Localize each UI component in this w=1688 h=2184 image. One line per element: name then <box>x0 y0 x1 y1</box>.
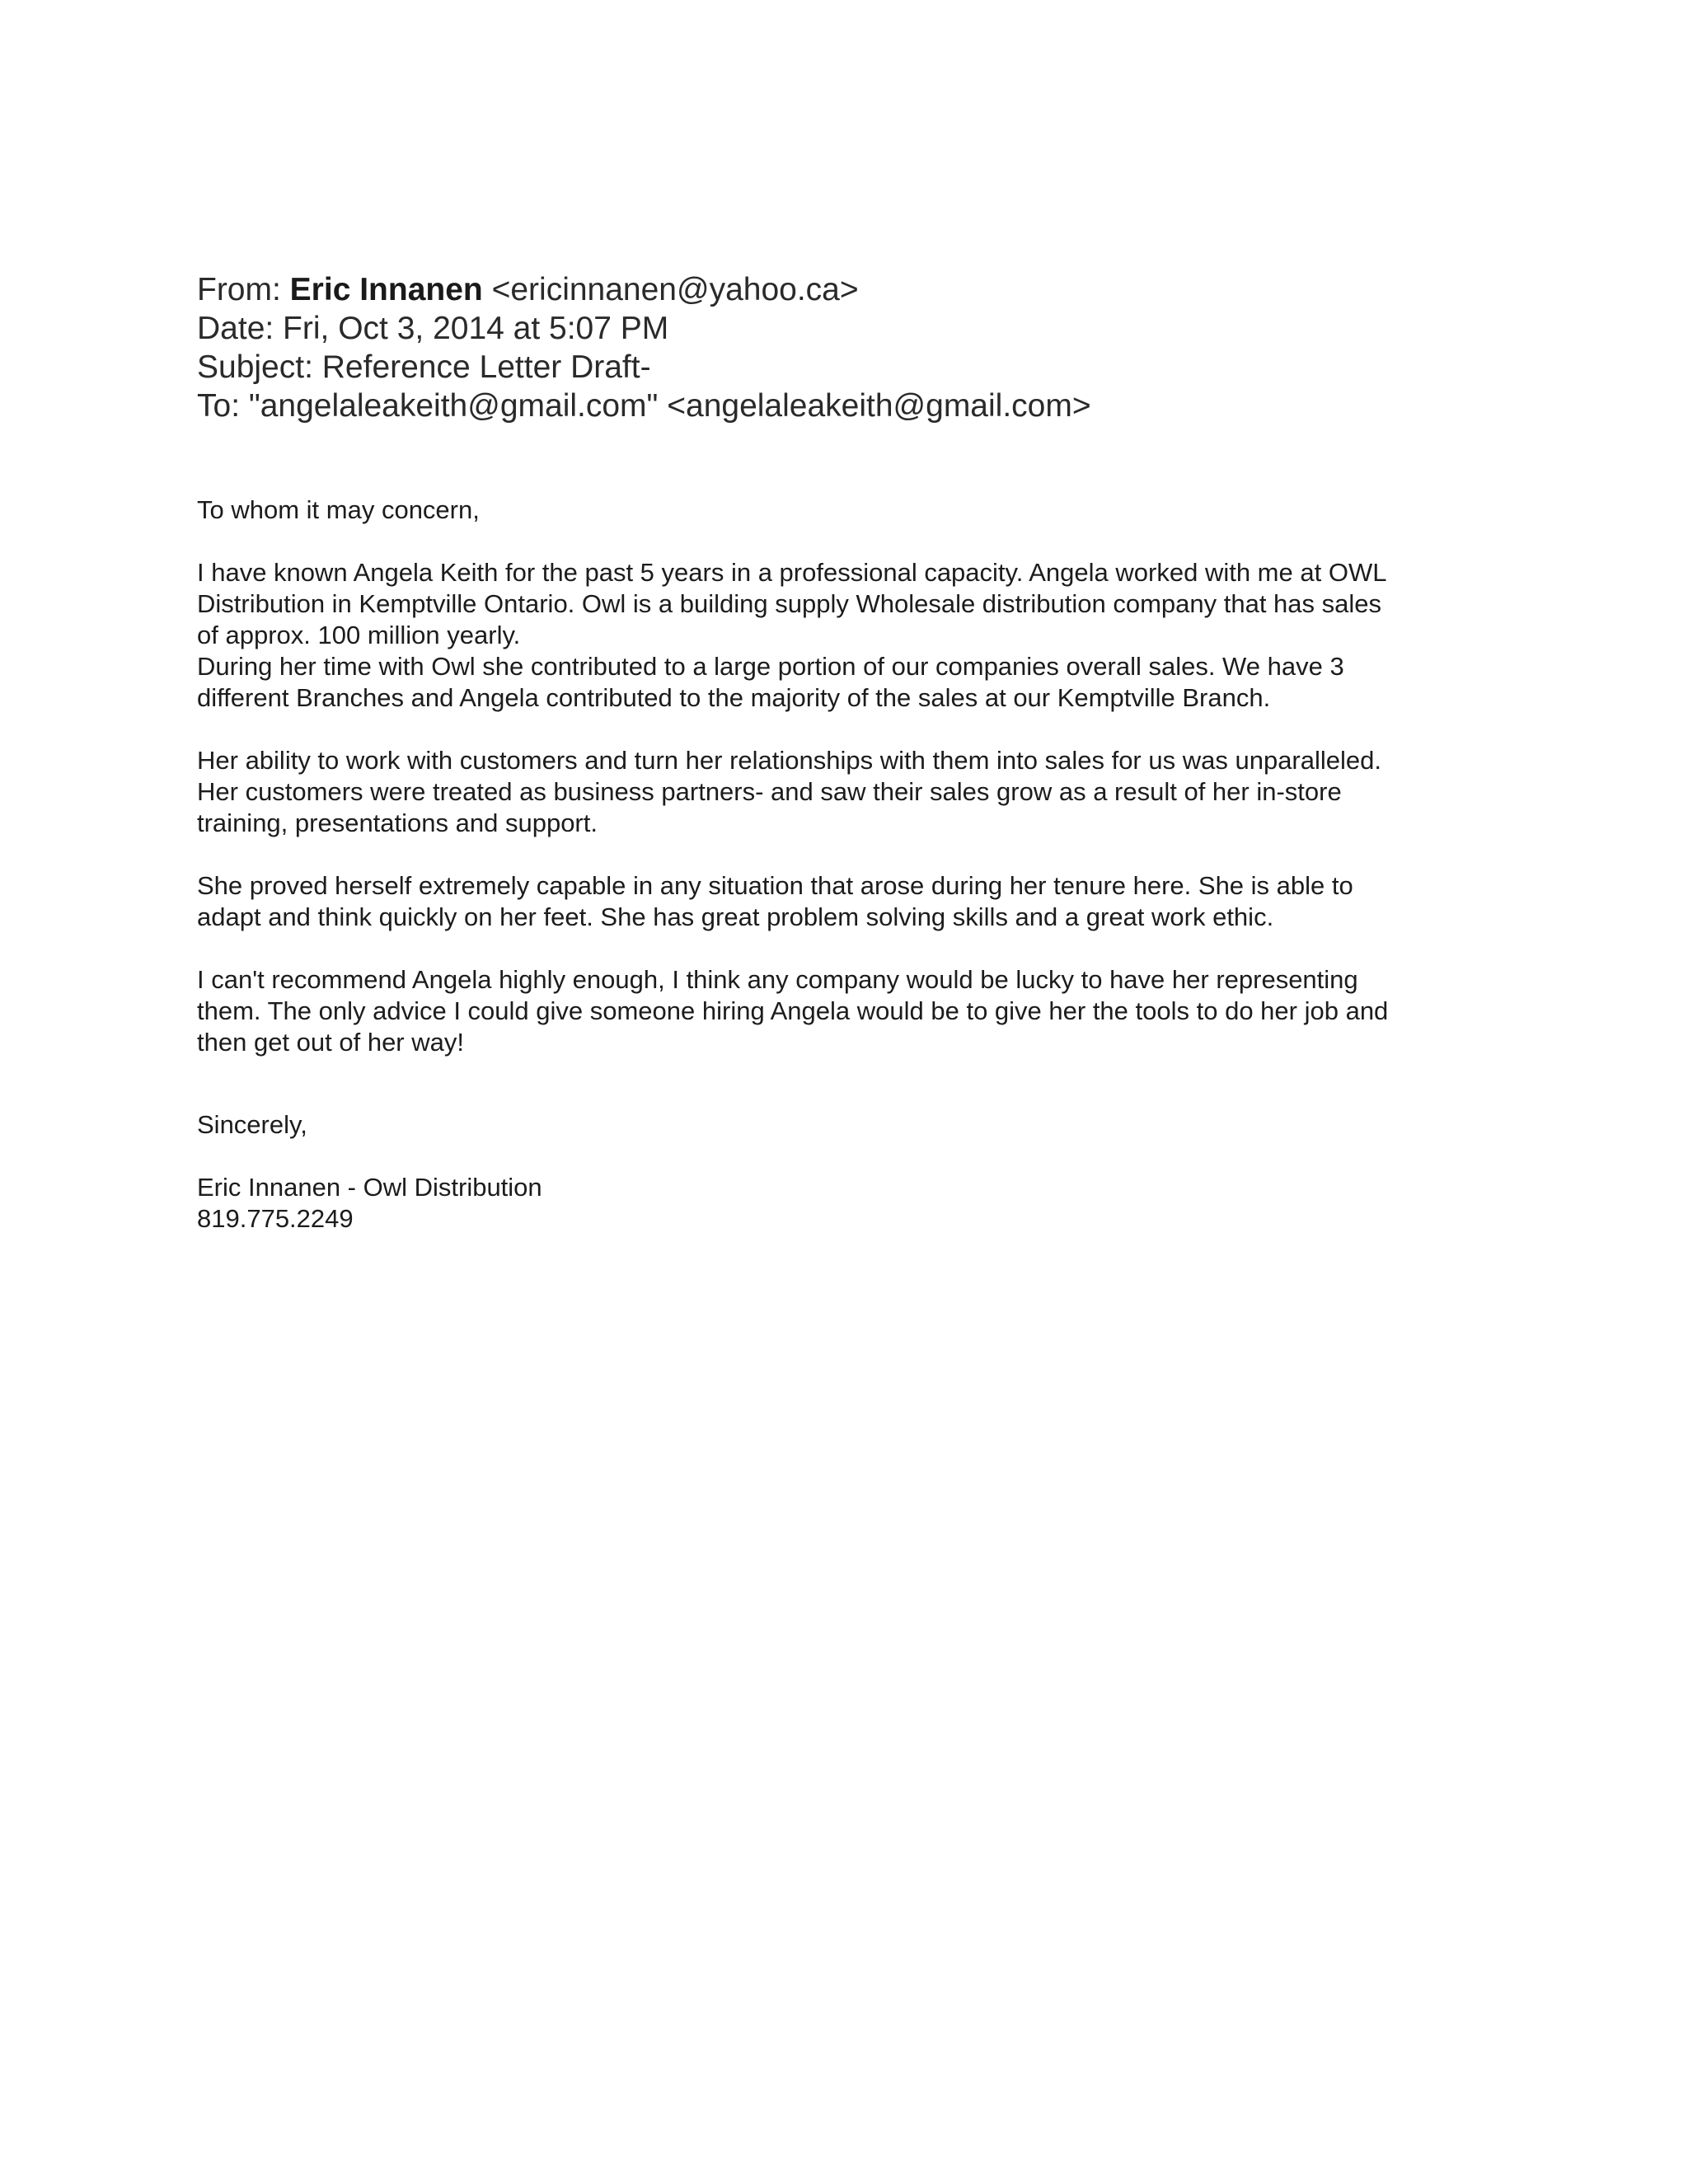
date-line: Date: Fri, Oct 3, 2014 at 5:07 PM <box>197 311 669 346</box>
paragraph-capability: She proved herself extremely capable in any situation that arose during her tenure here. She is able to adapt and think quickly on her feet. She has great problem solving skills and a great work ethic. <box>197 871 1353 931</box>
spacer <box>197 1141 1499 1172</box>
from-line <box>197 270 1598 309</box>
letter-body <box>197 494 1499 1235</box>
closing: Sincerely, <box>197 1110 307 1139</box>
spacer <box>197 839 1499 870</box>
spacer <box>197 526 1499 557</box>
paragraph-customers: Her ability to work with customers and turn her relationships with them into sales for us was unparalleled. Her customers were treated as business partners- and saw their sales grow as a result of her in-store training, presentations and support. <box>197 746 1381 837</box>
signature-name: Eric Innanen - Owl Distribution <box>197 1173 542 1202</box>
spacer <box>197 933 1499 964</box>
email-header <box>197 270 1598 425</box>
sender-name: Eric Innanen <box>289 272 483 307</box>
from-label: From: <box>197 272 281 307</box>
paragraph-recommendation: I can't recommend Angela highly enough, I think any company would be lucky to have her representing them. The only advice I could give someone hiring Angela would be to give her the tools to do her job and then get out of her way! <box>197 965 1389 1057</box>
to-line: To: "angelaleakeith@gmail.com" <angelaleakeith@gmail.com> <box>197 388 1091 424</box>
sender-email: <ericinnanen@yahoo.ca> <box>491 272 859 307</box>
spacer <box>197 714 1499 745</box>
paragraph-intro: I have known Angela Keith for the past 5 years in a professional capacity. Angela worked with me at OWL Distribution in Kemptville Ontario. Owl is a building supply Wholesale distribution company that has sales of approx. 100 million yearly. During her time with Owl she contributed to a large portion of our companies overall sales. We have 3 different Branches and Angela contributed to the majority of the sales at our Kemptville Branch. <box>197 558 1387 712</box>
signature-phone: 819.775.2249 <box>197 1204 354 1233</box>
salutation: To whom it may concern, <box>197 495 480 524</box>
subject-line: Subject: Reference Letter Draft- <box>197 349 651 385</box>
spacer <box>197 1058 1499 1109</box>
